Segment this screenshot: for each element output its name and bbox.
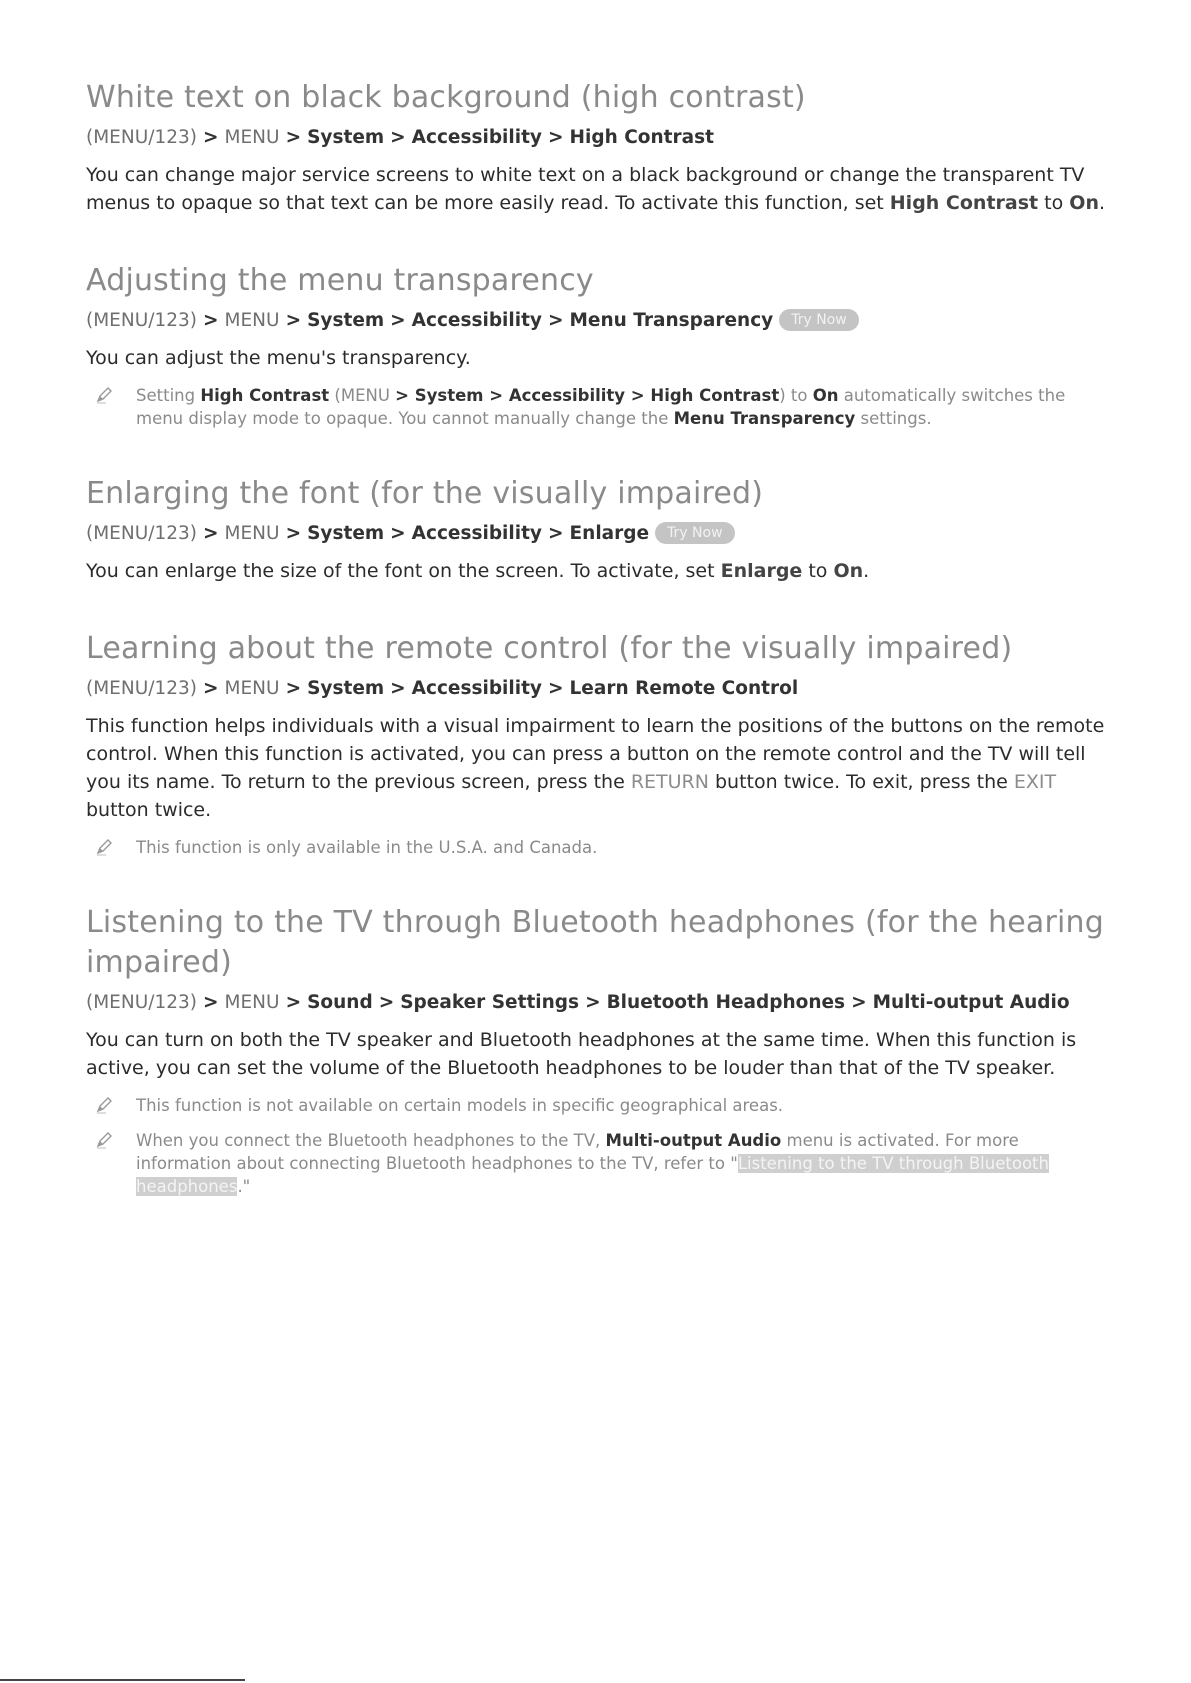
cross-reference-link[interactable]: Listening to the TV through Bluetooth headphones bbox=[136, 1154, 1049, 1196]
path-step: Accessibility bbox=[411, 523, 542, 544]
path-step: MENU bbox=[224, 992, 280, 1013]
note-emphasis: On bbox=[812, 386, 839, 405]
chevron-right-icon: > bbox=[378, 992, 395, 1013]
path-step: (MENU/123) bbox=[86, 992, 198, 1013]
note-text: ." bbox=[237, 1177, 251, 1196]
note-text: When you connect the Bluetooth headphones to the TV, bbox=[136, 1131, 606, 1150]
menu-path bbox=[86, 308, 1116, 334]
path-step: (MENU/123) bbox=[86, 523, 198, 544]
try-now-button[interactable]: Try Now bbox=[779, 309, 858, 331]
note bbox=[86, 1094, 1116, 1117]
pencil-note-icon bbox=[94, 385, 114, 405]
note bbox=[86, 1129, 1116, 1198]
menu-path bbox=[86, 676, 1116, 702]
section-title: White text on black background (high contrast) bbox=[86, 80, 806, 115]
body-emphasis: On bbox=[833, 560, 864, 582]
pencil-note-icon bbox=[94, 1095, 114, 1115]
path-step: Menu Transparency bbox=[569, 310, 774, 331]
note-emphasis: Accessibility bbox=[508, 386, 626, 405]
section-bluetooth-headphones bbox=[86, 903, 1116, 1198]
note bbox=[86, 836, 1116, 859]
chevron-right-icon: > bbox=[203, 992, 219, 1013]
section-high-contrast bbox=[86, 78, 1116, 217]
chevron-right-icon: > bbox=[483, 386, 509, 405]
chevron-right-icon: > bbox=[390, 678, 406, 699]
chevron-right-icon: > bbox=[203, 523, 219, 544]
section-body: You can turn on both the TV speaker and Bluetooth headphones at the same time. When this function is active, you can set the volume of the Bluetooth headphones to be louder than that of the TV speaker. bbox=[86, 1029, 1077, 1079]
path-step: Speaker Settings bbox=[400, 992, 580, 1013]
note-emphasis: Multi-output Audio bbox=[605, 1131, 782, 1150]
section-learn-remote bbox=[86, 629, 1116, 859]
path-step: System bbox=[307, 310, 385, 331]
chevron-right-icon: > bbox=[390, 523, 406, 544]
body-text: to bbox=[802, 560, 834, 582]
note-emphasis: High Contrast bbox=[650, 386, 780, 405]
path-step: (MENU/123) bbox=[86, 678, 198, 699]
pencil-note-icon bbox=[94, 837, 114, 857]
note-text: This function is only available in the U.S.A. and Canada. bbox=[136, 838, 598, 857]
path-step: Accessibility bbox=[411, 127, 542, 148]
chevron-right-icon: > bbox=[548, 127, 564, 148]
path-step: (MENU/123) bbox=[86, 127, 198, 148]
note-text: Setting bbox=[136, 386, 201, 405]
section-body bbox=[86, 712, 1116, 824]
note-text: ) to bbox=[779, 386, 813, 405]
section-body bbox=[86, 161, 1116, 217]
manual-page bbox=[86, 78, 1116, 1242]
body-text: . bbox=[1098, 192, 1106, 214]
path-step: System bbox=[307, 127, 385, 148]
footer-rule bbox=[0, 1679, 245, 1681]
note-text: settings. bbox=[855, 409, 932, 428]
note-text: menu is activated. For more information about connecting Bluetooth headphones to the TV, refer to " bbox=[136, 1131, 1019, 1173]
menu-path bbox=[86, 521, 1116, 547]
chevron-right-icon: > bbox=[285, 523, 302, 544]
section-body: You can adjust the menu's transparency. bbox=[86, 347, 471, 369]
chevron-right-icon: > bbox=[548, 523, 564, 544]
remote-key-return: RETURN bbox=[630, 771, 709, 793]
chevron-right-icon: > bbox=[203, 678, 219, 699]
path-step: Enlarge bbox=[569, 523, 650, 544]
chevron-right-icon: > bbox=[285, 127, 302, 148]
pencil-note-icon bbox=[94, 1130, 114, 1150]
body-text: You can enlarge the size of the font on the screen. To activate, set bbox=[86, 560, 721, 582]
section-title: Adjusting the menu transparency bbox=[86, 263, 594, 298]
path-step: (MENU/123) bbox=[86, 310, 198, 331]
path-step: Learn Remote Control bbox=[569, 678, 799, 699]
body-text: button twice. To exit, press the bbox=[708, 771, 1014, 793]
body-text: button twice. bbox=[86, 799, 212, 821]
chevron-right-icon: > bbox=[285, 678, 302, 699]
body-text: This function helps individuals with a visual impairment to learn the positions of the buttons on the remote control. When this function is activated, you can press a button on the remote control and the TV will tell you its name. To return to the previous screen, press the bbox=[86, 715, 1105, 793]
menu-path bbox=[86, 125, 1116, 151]
section-enlarge bbox=[86, 474, 1116, 585]
chevron-right-icon: > bbox=[548, 310, 564, 331]
note-text: automatically switches the menu display mode to opaque. You cannot manually change the bbox=[136, 386, 1066, 428]
path-step: System bbox=[307, 678, 385, 699]
path-step: MENU bbox=[224, 310, 280, 331]
section-menu-transparency bbox=[86, 261, 1116, 430]
section-title: Listening to the TV through Bluetooth headphones (for the hearing impaired) bbox=[86, 905, 1105, 980]
path-step: System bbox=[307, 523, 385, 544]
chevron-right-icon: > bbox=[585, 992, 601, 1013]
path-step: MENU bbox=[224, 523, 280, 544]
section-title: Learning about the remote control (for the visually impaired) bbox=[86, 631, 1013, 666]
note-text: (MENU bbox=[329, 386, 396, 405]
path-step: Accessibility bbox=[411, 678, 542, 699]
note bbox=[86, 384, 1116, 430]
try-now-button[interactable]: Try Now bbox=[655, 522, 734, 544]
section-title: Enlarging the font (for the visually impaired) bbox=[86, 476, 764, 511]
body-emphasis: On bbox=[1069, 192, 1099, 214]
section-body bbox=[86, 557, 1116, 585]
body-emphasis: Enlarge bbox=[720, 560, 803, 582]
note-emphasis: High Contrast bbox=[200, 386, 330, 405]
chevron-right-icon: > bbox=[390, 310, 406, 331]
path-step: Sound bbox=[307, 992, 373, 1013]
chevron-right-icon: > bbox=[851, 992, 867, 1013]
note-emphasis: System bbox=[414, 386, 484, 405]
path-step: Bluetooth Headphones bbox=[606, 992, 846, 1013]
chevron-right-icon: > bbox=[285, 310, 302, 331]
chevron-right-icon: > bbox=[285, 992, 302, 1013]
path-step: MENU bbox=[224, 678, 280, 699]
body-emphasis: High Contrast bbox=[889, 192, 1039, 214]
body-text: . bbox=[863, 560, 870, 582]
chevron-right-icon: > bbox=[390, 127, 406, 148]
menu-path bbox=[86, 990, 1116, 1016]
note-text: This function is not available on certain models in specific geographical areas. bbox=[136, 1096, 784, 1115]
chevron-right-icon: > bbox=[548, 678, 564, 699]
remote-key-exit: EXIT bbox=[1013, 771, 1057, 793]
path-step: Multi-output Audio bbox=[872, 992, 1070, 1013]
chevron-right-icon: > bbox=[203, 310, 219, 331]
chevron-right-icon: > bbox=[625, 386, 651, 405]
body-text: to bbox=[1038, 192, 1070, 214]
chevron-right-icon: > bbox=[203, 127, 219, 148]
note-emphasis: Menu Transparency bbox=[673, 409, 856, 428]
path-step: Accessibility bbox=[411, 310, 542, 331]
chevron-right-icon: > bbox=[395, 386, 415, 405]
path-step: High Contrast bbox=[569, 127, 714, 148]
body-text: You can change major service screens to white text on a black background or change the transparent TV menus to opaque so that text can be more easily read. To activate this function, set bbox=[86, 164, 1085, 214]
path-step: MENU bbox=[224, 127, 280, 148]
